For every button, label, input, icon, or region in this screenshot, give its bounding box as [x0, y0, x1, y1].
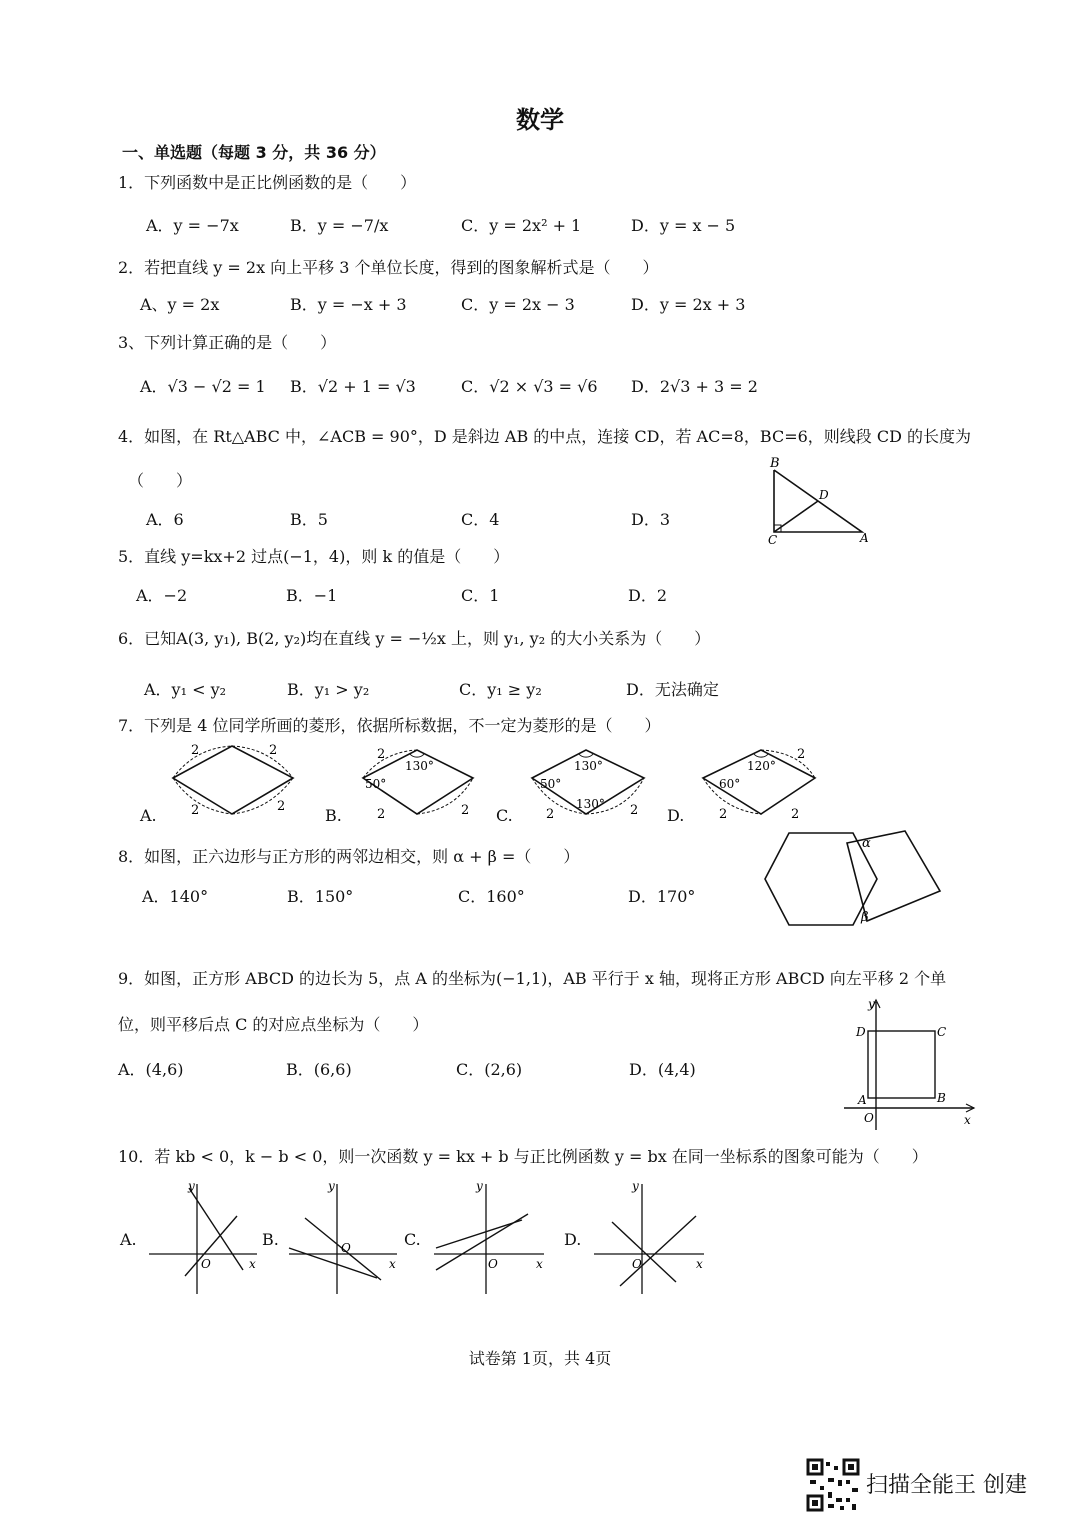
question-10-stem: 10．若 kb < 0，k − b < 0，则一次函数 y = kx + b 与正比例函数 y = bx 在同一坐标系的图象可能为（ ） [118, 1147, 928, 1166]
svg-text:y: y [328, 1179, 335, 1193]
question-4-triangle-figure [760, 452, 880, 547]
svg-text:x: x [249, 1257, 256, 1271]
svg-text:130°: 130° [405, 759, 434, 773]
svg-text:B: B [937, 1091, 946, 1105]
page-footer: 试卷第 1页，共 4页 [468, 1349, 612, 1368]
svg-text:2: 2 [377, 807, 386, 822]
svg-text:2: 2 [797, 747, 806, 762]
question-7-stem: 7．下列是 4 位同学所画的菱形，依据所标数据，不一定为菱形的是（ ） [118, 716, 661, 735]
question-1-option-b: B．y = −7/x [290, 216, 389, 235]
question-4-paren: （ ） [128, 471, 193, 490]
question-2-option-d: D．y = 2x + 3 [631, 295, 746, 314]
svg-text:y: y [868, 997, 875, 1011]
svg-text:2: 2 [269, 743, 278, 758]
fig8-alpha: α [862, 836, 871, 851]
section-heading: 一、单选题（每题 3 分，共 36 分） [122, 143, 386, 162]
svg-text:2: 2 [461, 803, 470, 818]
svg-text:2: 2 [377, 747, 386, 762]
rhombus-b-figure [355, 738, 485, 823]
svg-text:2: 2 [191, 803, 200, 818]
svg-text:O: O [201, 1257, 211, 1271]
question-5-stem: 5．直线 y=kx+2 过点(−1，4)，则 k 的值是（ ） [118, 547, 510, 566]
graph-a-figure [145, 1178, 265, 1298]
question-1-option-a: A．y = −7x [146, 216, 239, 235]
svg-text:130°: 130° [576, 797, 605, 811]
svg-text:y: y [476, 1179, 483, 1193]
svg-text:120°: 120° [747, 759, 776, 773]
question-5-option-a: A．−2 [136, 586, 188, 605]
fig4-label-b: B [770, 456, 780, 471]
question-1-option-d: D．y = x − 5 [631, 216, 736, 235]
question-6-option-c: C．y₁ ≥ y₂ [459, 680, 542, 699]
svg-text:A: A [858, 1093, 867, 1107]
svg-text:x: x [696, 1257, 703, 1271]
question-9-option-c: C．(2,6) [456, 1060, 523, 1079]
question-7-option-b: B. [325, 806, 342, 825]
question-3-option-b: B．√2 + 1 = √3 [290, 377, 416, 396]
fig4-label-c: C [768, 533, 778, 547]
question-4-option-b: B．5 [290, 510, 328, 529]
svg-text:O: O [864, 1111, 874, 1125]
svg-text:50°: 50° [540, 777, 562, 791]
question-7-option-a: A. [140, 806, 157, 825]
svg-text:O: O [341, 1241, 351, 1255]
svg-text:y: y [632, 1179, 639, 1193]
question-8-option-c: C．160° [458, 887, 525, 906]
rhombus-d-figure [695, 738, 825, 823]
question-2-option-b: B．y = −x + 3 [290, 295, 407, 314]
question-1-stem: 1．下列函数中是正比例函数的是（ ） [118, 173, 417, 192]
svg-text:x: x [536, 1257, 543, 1271]
question-3-option-d: D．2√3 + 3 = 2 [631, 377, 758, 396]
question-10-option-a: A. [120, 1230, 137, 1249]
question-7-option-d: D. [667, 806, 685, 825]
question-2-option-c: C．y = 2x − 3 [461, 295, 575, 314]
question-8-stem: 8．如图，正六边形与正方形的两邻边相交，则 α + β =（ ） [118, 847, 580, 866]
svg-text:2: 2 [191, 743, 200, 758]
svg-text:D: D [856, 1025, 866, 1039]
svg-text:2: 2 [719, 807, 728, 822]
svg-text:2: 2 [546, 807, 555, 822]
question-4-option-d: D．3 [631, 510, 671, 529]
question-1-option-c: C．y = 2x² + 1 [461, 216, 582, 235]
qr-code-icon [806, 1458, 860, 1512]
question-7-option-c: C. [496, 806, 513, 825]
question-4-option-a: A．6 [146, 510, 184, 529]
question-4-stem: 4．如图，在 Rt△ABC 中，∠ACB = 90°，D 是斜边 AB 的中点，连接 CD，若 AC=8，BC=6，则线段 CD 的长度为 [118, 427, 972, 446]
question-9-coordinate-figure [840, 996, 980, 1136]
question-5-option-b: B．−1 [286, 586, 338, 605]
svg-text:2: 2 [630, 803, 639, 818]
question-6-option-a: A．y₁ < y₂ [144, 680, 227, 699]
graph-d-figure [590, 1178, 710, 1298]
question-5-option-d: D．2 [628, 586, 668, 605]
rhombus-a-figure [165, 738, 305, 823]
question-3-option-a: A．√3 − √2 = 1 [140, 377, 266, 396]
question-6-option-b: B．y₁ > y₂ [287, 680, 370, 699]
fig8-beta: β [861, 910, 869, 925]
svg-text:2: 2 [277, 799, 286, 814]
question-2-stem: 2．若把直线 y = 2x 向上平移 3 个单位长度，得到的图象解析式是（ ） [118, 258, 659, 277]
svg-text:O: O [632, 1257, 642, 1271]
graph-c-figure [430, 1178, 550, 1298]
svg-text:130°: 130° [574, 759, 603, 773]
svg-text:x: x [389, 1257, 396, 1271]
question-8-option-b: B．150° [287, 887, 354, 906]
question-8-option-a: A．140° [142, 887, 209, 906]
svg-text:2: 2 [791, 807, 800, 822]
question-10-option-c: C. [404, 1230, 421, 1249]
question-9-option-a: A．(4,6) [118, 1060, 184, 1079]
svg-text:x: x [964, 1113, 971, 1127]
question-3-option-c: C．√2 × √3 = √6 [461, 377, 598, 396]
svg-text:50°: 50° [365, 777, 387, 791]
svg-text:C: C [937, 1025, 947, 1039]
page-title: 数学 [516, 106, 564, 134]
question-4-option-c: C．4 [461, 510, 500, 529]
question-10-option-d: D. [564, 1230, 582, 1249]
scanner-watermark: 扫描全能王 创建 [866, 1473, 1027, 1498]
question-10-option-b: B. [262, 1230, 279, 1249]
question-9-stem-line1: 9．如图，正方形 ABCD 的边长为 5，点 A 的坐标为(−1,1)，AB 平行于 x 轴，现将正方形 ABCD 向左平移 2 个单 [118, 969, 947, 988]
question-9-stem-line2: 位，则平移后点 C 的对应点坐标为（ ） [118, 1015, 429, 1034]
fig4-label-a: A [860, 531, 869, 545]
svg-text:O: O [488, 1257, 498, 1271]
question-5-option-c: C．1 [461, 586, 500, 605]
fig4-label-d: D [819, 488, 829, 502]
question-9-option-b: B．(6,6) [286, 1060, 352, 1079]
svg-text:y: y [188, 1179, 195, 1193]
question-6-stem: 6．已知A(3, y₁), B(2, y₂)均在直线 y = −½x 上，则 y₁, y₂ 的大小关系为（ ） [118, 629, 711, 648]
question-8-option-d: D．170° [628, 887, 696, 906]
question-8-hexagon-square-figure [755, 825, 950, 935]
question-6-option-d: D．无法确定 [626, 680, 719, 699]
question-2-option-a: A、y = 2x [140, 295, 220, 314]
svg-text:60°: 60° [719, 777, 741, 791]
question-3-stem: 3、下列计算正确的是（ ） [118, 333, 337, 352]
question-9-option-d: D．(4,4) [629, 1060, 696, 1079]
graph-b-figure [285, 1178, 405, 1298]
rhombus-c-figure [524, 738, 654, 823]
